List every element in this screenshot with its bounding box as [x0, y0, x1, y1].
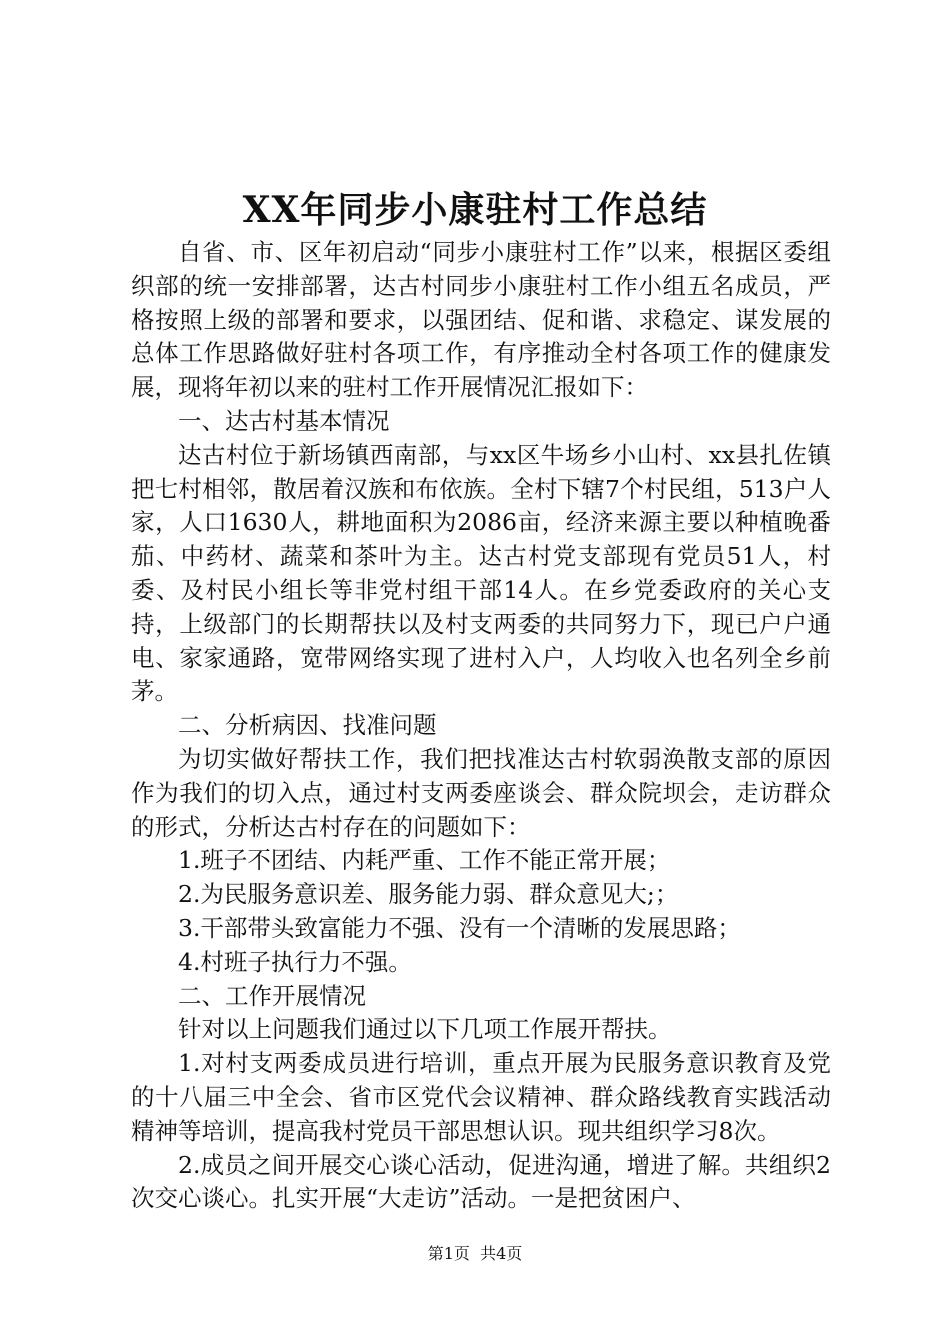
analysis-paragraph: 为切实做好帮扶工作，我们把找准达古村软弱涣散支部的原因作为我们的切入点，通过村支两委座谈会、群众院坝会，走访群众的形式，分析达古村存在的问题如下： [131, 744, 831, 841]
page-total: 共4页 [480, 1244, 523, 1263]
section-heading-3: 二、工作开展情况 [178, 981, 366, 1010]
work-item-1: 1.对村支两委成员进行培训，重点开展为民服务意识教育及党的十八届三中全会、省市区党代会议精神、群众路线教育实践活动精神等培训，提高我村党员干部思想认识。现共组织学习8次。 [131, 1049, 831, 1145]
problem-item-1: 1.班子不团结、内耗严重、工作不能正常开展； [178, 846, 671, 875]
problem-item-3: 3.干部带头致富能力不强、没有一个清晰的发展思路； [178, 913, 741, 942]
problem-item-4: 4.村班子执行力不强。 [178, 947, 412, 976]
document-title: XX年同步小康驻村工作总结 [242, 189, 708, 231]
problem-item-2: 2.为民服务意识差、服务能力弱、群众意见大;； [178, 880, 679, 909]
basic-info-paragraph: 达古村位于新场镇西南部，与xx区牛场乡小山村、xx县扎佐镇把七村相邻，散居着汉族和布依族。全村下辖7个村民组，513户人家，人口1630人，耕地面积为2086亩，经济来源主要以种植晚番茄、中药材、蔬菜和茶叶为主。达古村党支部现有党员51人，村委、及村民小组长等非党村组干部14人。在乡党委政府的关心支持，上级部门的长期帮扶以及村支两委的共同努力下，现已户户通电、家家通路，宽带网络实现了进村入户，人均收入也名列全乡前茅。 [131, 440, 831, 706]
work-intro-paragraph: 针对以上问题我们通过以下几项工作展开帮扶。 [178, 1015, 672, 1044]
document-body [131, 236, 831, 1216]
intro-paragraph: 自省、市、区年初启动“同步小康驻村工作”以来，根据区委组织部的统一安排部署，达古村同步小康驻村工作小组五名成员，严格按照上级的部署和要求，以强团结、促和谐、求稳定、谋发展的总体工作思路做好驻村各项工作，有序推动全村各项工作的健康发展，现将年初以来的驻村工作开展情况汇报如下： [131, 238, 831, 402]
page-footer [0, 1244, 950, 1264]
section-heading-2: 二、分析病因、找准问题 [178, 711, 437, 740]
page-number: 第1页 [427, 1244, 470, 1263]
work-item-2: 2.成员之间开展交心谈心活动，促进沟通，增进了解。共组织2次交心谈心。扎实开展“大走访”活动。一是把贫困户、 [131, 1150, 831, 1213]
section-heading-1: 一、达古村基本情况 [178, 406, 390, 435]
